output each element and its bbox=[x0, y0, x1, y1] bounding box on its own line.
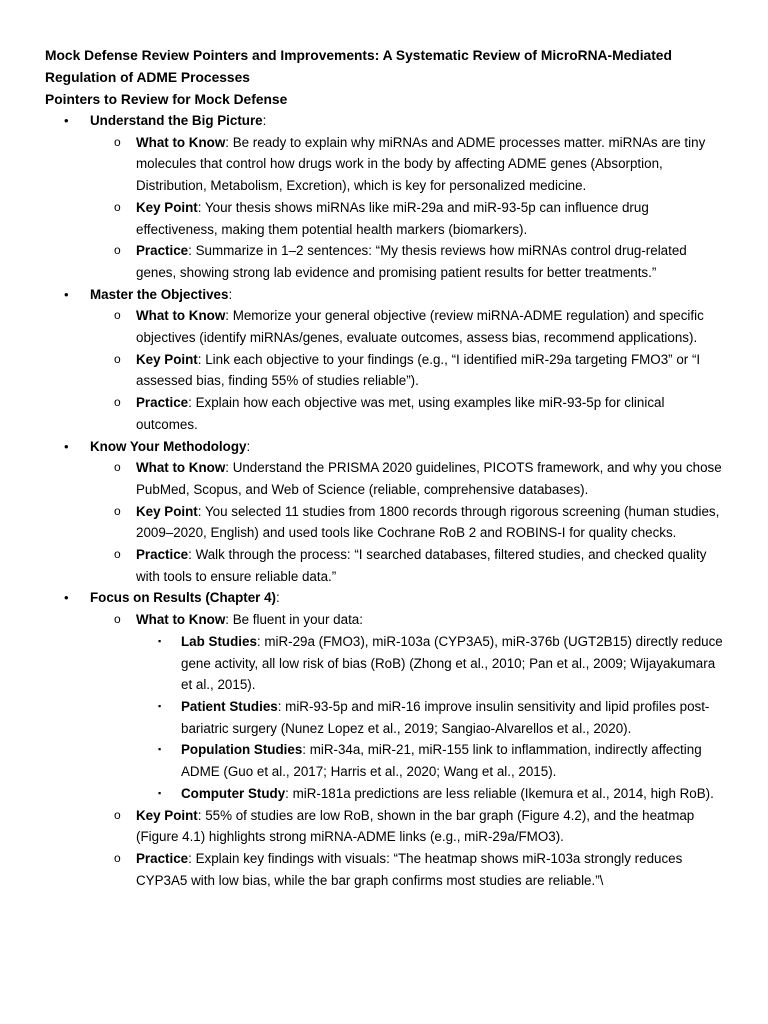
list-item bbox=[0, 197, 768, 240]
item-label: Focus on Results (Chapter 4) bbox=[90, 590, 277, 606]
bullet-marker: o bbox=[114, 460, 121, 475]
item-text: : Be fluent in your data: bbox=[225, 612, 363, 628]
item-text: : 55% of studies are low RoB, shown in the bar graph (Figure 4.2), and the heatmap (Figure 4.1) highlights strong miRNA-ADME links (e.g., miR-29a/FMO3). bbox=[136, 807, 695, 845]
list-item bbox=[0, 805, 768, 848]
bullet-marker: o bbox=[114, 308, 121, 323]
item-label: Key Point bbox=[136, 351, 198, 367]
bullet-marker: o bbox=[114, 612, 121, 627]
bullet-marker: ▪ bbox=[158, 635, 162, 646]
item-label: What to Know bbox=[136, 308, 226, 324]
bullet-marker: o bbox=[114, 503, 121, 518]
list-item bbox=[0, 349, 768, 392]
list-item bbox=[0, 848, 768, 891]
bullet-marker: ▪ bbox=[158, 700, 162, 711]
item-text: : miR-93-5p and miR-16 improve insulin sensitivity and lipid profiles post-bariatric surgery (Nunez Lopez et al., 2019; Sangiao-Alvarellos et al., 2020). bbox=[181, 698, 710, 736]
item-label: Key Point bbox=[136, 503, 198, 519]
bullet-marker: ▪ bbox=[158, 744, 162, 755]
section-heading bbox=[0, 284, 768, 306]
bullet-marker: • bbox=[64, 438, 69, 454]
list-item bbox=[0, 240, 768, 283]
item-text: : miR-181a predictions are less reliable (Ikemura et al., 2014, high RoB). bbox=[285, 785, 714, 801]
item-label: Key Point bbox=[136, 199, 198, 215]
sub-list-item bbox=[0, 631, 768, 696]
item-label: Patient Studies bbox=[181, 698, 278, 714]
item-label: What to Know bbox=[136, 134, 226, 150]
item-text: : Link each objective to your findings (e.g., “I identified miR-29a targeting FMO3” or “I assessed bias, finding 55% of studies reliable”). bbox=[136, 351, 701, 389]
item-text: : Understand the PRISMA 2020 guidelines, PICOTS framework, and why you chose PubMed, Scopus, and Web of Science (reliable, comprehensive databases). bbox=[136, 460, 722, 497]
item-label: Practice bbox=[136, 850, 189, 866]
bullet-marker: o bbox=[114, 243, 121, 258]
item-text: : Be ready to explain why miRNAs and ADME processes matter. miRNAs are tiny molecules that control how drugs work in the body by affecting ADME genes (Absorption, Distribution, Metabolism, Excretion), which is key for personalized medicine. bbox=[136, 134, 706, 194]
bullet-marker: o bbox=[114, 850, 121, 865]
bullet-marker: o bbox=[114, 547, 121, 562]
bullet-marker: • bbox=[64, 590, 69, 606]
item-label: Population Studies bbox=[181, 742, 303, 758]
item-text: : Summarize in 1–2 sentences: “My thesis reviews how miRNAs control drug-related genes, showing strong lab evidence and promising patient results for better treatments.” bbox=[136, 243, 687, 280]
item-text: : bbox=[276, 590, 280, 606]
item-label: Practice bbox=[136, 243, 189, 259]
item-label: Computer Study bbox=[181, 785, 286, 801]
bullet-marker: o bbox=[114, 134, 121, 149]
list-item bbox=[0, 132, 768, 197]
bullet-marker: o bbox=[114, 351, 121, 366]
bullet-marker: ▪ bbox=[158, 787, 162, 798]
list-item bbox=[0, 609, 768, 631]
item-label: Practice bbox=[136, 547, 189, 563]
item-label: What to Know bbox=[136, 460, 226, 476]
item-text: : Memorize your general objective (review miRNA-ADME regulation) and specific objectives (identify miRNAs/genes, evaluate outcomes, assess bias, recommend applications). bbox=[136, 308, 704, 346]
item-label: What to Know bbox=[136, 612, 226, 628]
sub-list-item bbox=[0, 739, 768, 782]
item-text: : Explain key findings with visuals: “The heatmap shows miR-103a strongly reduces CYP3A5 with low bias, while the bar graph confirms most studies are reliable.”\ bbox=[136, 850, 683, 888]
item-label: Practice bbox=[136, 395, 189, 411]
list-item bbox=[0, 457, 768, 500]
sub-list-item bbox=[0, 696, 768, 739]
item-label: Master the Objectives bbox=[90, 286, 229, 302]
document-subtitle: Pointers to Review for Mock Defense bbox=[45, 92, 288, 107]
bullet-marker: • bbox=[64, 286, 69, 302]
bullet-marker: o bbox=[114, 395, 121, 410]
item-label: Lab Studies bbox=[181, 633, 257, 649]
item-text: : miR-34a, miR-21, miR-155 link to inflammation, indirectly affecting ADME (Guo et al., 2017; Harris et al., 2020; Wang et al., 2015). bbox=[181, 742, 702, 780]
item-text: : Explain how each objective was met, using examples like miR-93-5p for clinical outcomes. bbox=[136, 395, 665, 432]
item-label: Key Point bbox=[136, 807, 198, 823]
item-text: : bbox=[246, 438, 251, 454]
list-item bbox=[0, 501, 768, 544]
list-item bbox=[0, 305, 768, 348]
item-text: : bbox=[228, 286, 233, 302]
document-body bbox=[0, 110, 768, 891]
section-heading bbox=[0, 587, 768, 609]
bullet-marker: o bbox=[114, 807, 121, 822]
section-heading bbox=[0, 436, 768, 458]
section-heading bbox=[0, 110, 768, 132]
document-title: Mock Defense Review Pointers and Improvements: A Systematic Review of MicroRNA-Mediated Regulation of ADME Processes bbox=[45, 48, 672, 85]
item-label: Know Your Methodology bbox=[90, 438, 247, 454]
item-label: Understand the Big Picture bbox=[90, 113, 263, 128]
list-item bbox=[0, 544, 768, 587]
bullet-marker: o bbox=[114, 199, 121, 214]
item-text: : Your thesis shows miRNAs like miR-29a and miR-93-5p can influence drug effectiveness, making them potential health markers (biomarkers). bbox=[136, 199, 649, 237]
item-text: : miR-29a (FMO3), miR-103a (CYP3A5), miR-376b (UGT2B15) directly reduce gene activity, all low risk of bias (RoB) (Zhong et al., 2010; Pan et al., 2009; Wijayakumara et al., 2015). bbox=[181, 633, 723, 693]
item-text: : Walk through the process: “I searched databases, filtered studies, and checked quality with tools to ensure reliable data.” bbox=[136, 547, 707, 584]
list-item bbox=[0, 392, 768, 435]
sub-list-item bbox=[0, 783, 768, 805]
item-text: : You selected 11 studies from 1800 records through rigorous screening (human studies, 2009–2020, English) and used tools like Cochrane RoB 2 and ROBINS-I for quality checks. bbox=[136, 503, 720, 541]
bullet-marker: • bbox=[64, 113, 69, 128]
item-text: : bbox=[262, 113, 267, 128]
